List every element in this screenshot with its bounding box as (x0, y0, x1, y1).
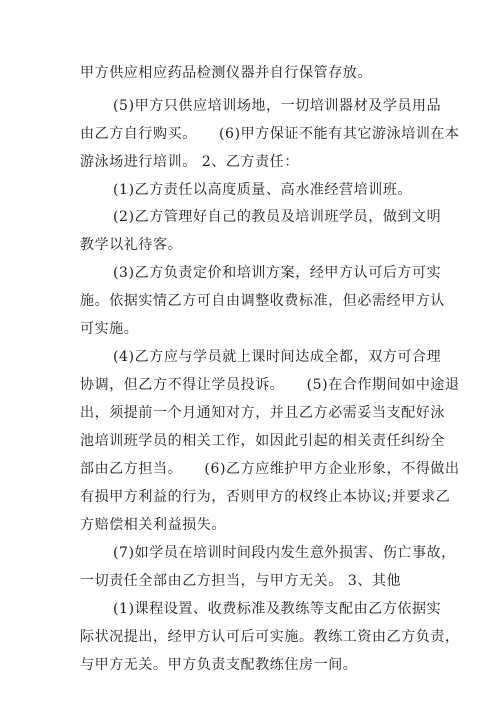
text-line: 方赔偿相关利益损失。 (80, 517, 226, 533)
text-line: (1)乙方责任以高度质量、高水准经营培训班。 (113, 182, 413, 198)
text-line: 出，须提前一个月通知对方，并且乙方必需妥当支配好泳 (80, 405, 445, 421)
text-line: (3)乙方负责定价和培训方案，经甲方认可后方可实 (113, 265, 442, 281)
text-line: (4)乙方应与学员就上课时间达成全都，双方可合理 (113, 349, 442, 365)
text-line: 部由乙方担当。 (6)乙方应维护甲方企业形象，不得做出 (80, 461, 460, 477)
text-line: 教学以礼待客。 (80, 237, 183, 253)
text-line: 与甲方无关。甲方负责支配教练住房一间。 (80, 657, 358, 673)
text-line: 协调，但乙方不得让学员投诉。 (5)在合作期间如中途退 (80, 377, 460, 393)
text-line: (1)课程设置、收费标准及教练等支配由乙方依据实 (113, 601, 442, 617)
text-line: 际状况提出，经甲方认可后可实施。教练工资由乙方负责， (80, 629, 460, 645)
text-line: 池培训班学员的相关工作，如因此引起的相关责任纠纷全 (80, 433, 445, 449)
text-line: 可实施。 (80, 321, 139, 337)
text-line: 甲方供应相应药品检测仪器并自行保管存放。 (80, 65, 372, 81)
text-line: (7)如学员在培训时间段内发生意外损害、伤亡事故， (113, 545, 456, 561)
text-line: (5)甲方只供应培训场地，一切培训器材及学员用品 (113, 98, 442, 114)
text-line: 有损甲方利益的行为，否则甲方的权终止本协议;并要求乙 (80, 489, 451, 505)
text-line: 施。依据实情乙方可自由调整收费标准，但必需经甲方认 (80, 293, 445, 309)
text-line: 游泳场进行培训。 2、乙方责任： (80, 154, 299, 170)
text-line: (2)乙方管理好自己的教员及培训班学员，做到文明 (113, 209, 442, 225)
text-line: 由乙方自行购买。 (6)甲方保证不能有其它游泳培训在本 (80, 126, 460, 142)
text-line: 一切责任全部由乙方担当，与甲方无关。 3、其他 (80, 573, 402, 589)
